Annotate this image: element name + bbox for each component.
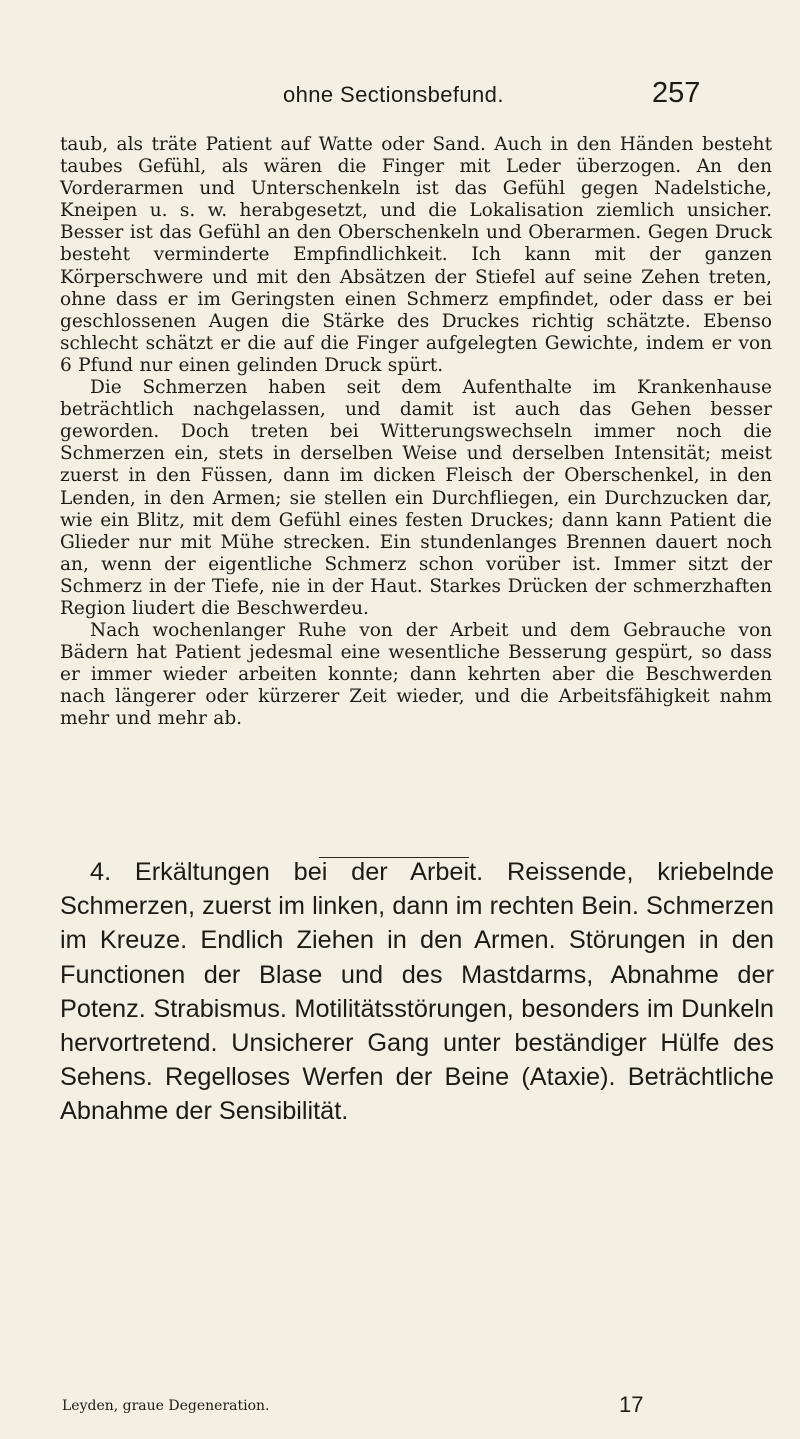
footer-reference: Leyden, graue Degeneration. — [62, 1398, 270, 1414]
running-title: ohne Sectionsbefund. — [283, 82, 504, 107]
paragraph: Die Schmerzen haben seit dem Aufenthalte im Krankenhause beträchtlich nachgelassen, und damit ist auch das Gehen besser geworden. Doch treten bei Witterungswechseln immer noch die Schmerzen ein, stets in derselben Weise und derselben Intensität; meist zuerst in den Füssen, dann im dicken Fleisch der Oberschenkel, in den Lenden, in den Armen; sie stellen ein Durchfliegen, ein Durchzucken dar, wie ein Blitz, mit dem Gefühl eines festen Druckes; dann kann Patient die Glieder nur mit Mühe strecken. Ein stundenlanges Brennen dauert noch an, wenn der eigentliche Schmerz schon vorüber ist. Immer sitzt der Schmerz in der Tiefe, nie in der Haut. Starkes Drücken der schmerzhaften Region liudert die Beschwerdeu. — [60, 377, 772, 619]
case-summary-text: 4. Erkältungen bei der Arbeit. Reissende, kriebelnde Schmerzen, zuerst im linken, dann im rechten Bein. Schmerzen im Kreuze. Endlich Ziehen in den Armen. Störungen in den Functionen der Blase und des Mastdarms, Abnahme der Potenz. Strabismus. Motilitätsstörungen, besonders im Dunkeln hervortretend. Unsicherer Gang unter beständiger Hülfe des Sehens. Regelloses Werfen der Beine (Ataxie). Beträchtliche Abnahme der Sensibilität. — [60, 858, 774, 1126]
body-text — [60, 134, 772, 731]
signature-mark: 17 — [619, 1392, 644, 1417]
paragraph: taub, als träte Patient auf Watte oder Sand. Auch in den Händen besteht taubes Gefühl, als wären die Finger mit Leder überzogen. An den Vorderarmen und Unterschenkeln ist das Gefühl gegen Nadelstiche, Kneipen u. s. w. herabgesetzt, und die Lokalisation ziemlich unsicher. Besser ist das Gefühl an den Oberschenkeln und Oberarmen. Gegen Druck besteht verminderte Empfindlichkeit. Ich kann mit der ganzen Körperschwere und mit den Absätzen der Stiefel auf seine Zehen treten, ohne dass er im Geringsten einen Schmerz empfindet, oder dass er bei geschlossenen Augen die Stärke des Druckes richtig schätzte. Ebenso schlecht schätzt er die auf die Finger aufgelegten Gewichte, indem er von 6 Pfund nur einen gelinden Druck spürt. — [60, 134, 772, 376]
page-number: 257 — [652, 77, 701, 109]
case-summary — [60, 855, 774, 1129]
paragraph: Nach wochenlanger Ruhe von der Arbeit und dem Gebrauche von Bädern hat Patient jedesmal eine wesentliche Besserung gespürt, so dass er immer wieder arbeiten konnte; dann kehrten aber die Beschwerden nach längerer oder kürzerer Zeit wieder, und die Arbeitsfähigkeit nahm mehr und mehr ab. — [60, 620, 772, 730]
